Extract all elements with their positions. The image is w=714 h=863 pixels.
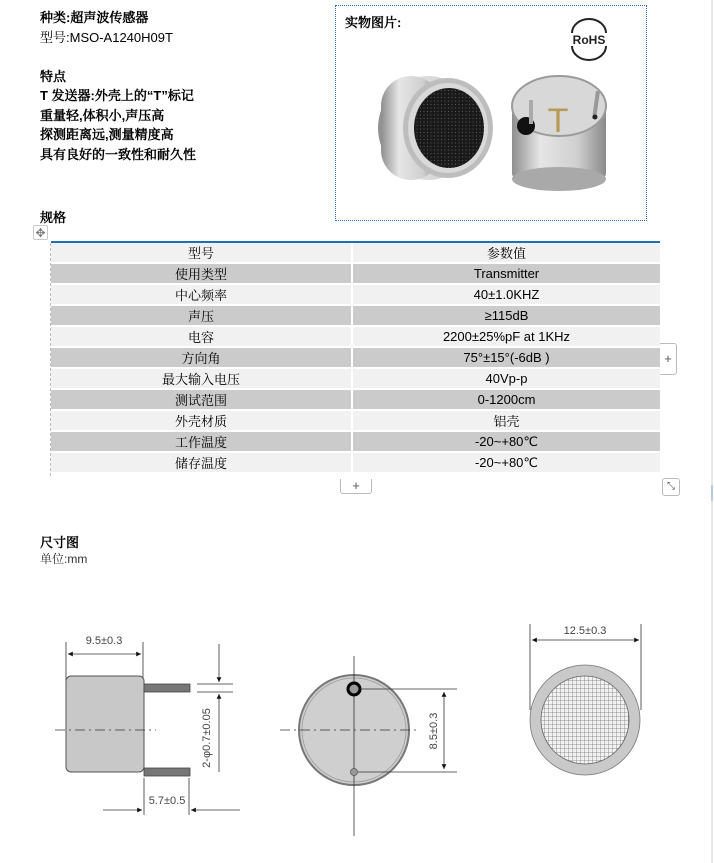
spec-value: 0-1200cm	[353, 390, 660, 411]
spec-value: 40Vp-p	[353, 369, 660, 390]
category-label: 种类:	[40, 10, 71, 25]
specs-table	[51, 241, 660, 474]
spec-value: 40±1.0KHZ	[353, 285, 660, 306]
spec-name: 工作温度	[51, 432, 353, 453]
product-photo	[336, 6, 648, 222]
spec-name: 使用类型	[51, 264, 353, 285]
spec-name: 声压	[51, 306, 353, 327]
rohs-logo-icon	[572, 19, 606, 60]
spec-value: Transmitter	[353, 264, 660, 285]
spec-value: ≥115dB	[353, 306, 660, 327]
table-row	[51, 432, 660, 453]
spec-name: 外壳材质	[51, 411, 353, 432]
spec-name: 储存温度	[51, 453, 353, 474]
spacer	[40, 47, 196, 67]
photo-title: 实物图片:	[345, 15, 402, 30]
spec-name: 中心频率	[51, 285, 353, 306]
model-line: 型号:MSO-A1240H09T	[40, 29, 173, 45]
table-row	[51, 348, 660, 369]
table-row	[51, 390, 660, 411]
spec-name: 方向角	[51, 348, 353, 369]
table-row	[51, 306, 660, 327]
table-row	[51, 369, 660, 390]
dimensions-unit: 单位:mm	[40, 552, 88, 566]
table-row	[51, 285, 660, 306]
front-view-drawing	[530, 624, 641, 775]
feature-item: 具有良好的一致性和耐久性	[40, 146, 197, 162]
category-value: 超声波传感器	[70, 10, 149, 25]
spec-name: 测试范围	[51, 390, 353, 411]
feature-item: T 发送器:外壳上的“T”标记	[40, 88, 194, 103]
transducer-front-image	[378, 76, 493, 180]
features-title: 特点	[40, 68, 67, 84]
header-model: 型号	[51, 243, 353, 264]
transducer-back-image	[512, 76, 606, 191]
bottom-view-drawing	[280, 656, 457, 836]
specs-title: 规格	[40, 210, 67, 225]
table-row	[51, 327, 660, 348]
svg-text:12.5±0.3: 12.5±0.3	[563, 625, 607, 637]
svg-text:2-φ0.7±0.05: 2-φ0.7±0.05	[201, 708, 213, 768]
spec-value: 2200±25%pF at 1KHz	[353, 327, 660, 348]
table-row	[51, 453, 660, 474]
table-row	[51, 264, 660, 285]
scroll-position-marker[interactable]	[711, 485, 713, 501]
svg-text:9.5±0.3: 9.5±0.3	[85, 635, 123, 647]
table-header-row	[51, 243, 660, 264]
spec-value: -20~+80℃	[353, 432, 660, 453]
table-row	[51, 411, 660, 432]
table-resize-handle-icon[interactable]: ⤡	[662, 478, 680, 496]
spec-value: -20~+80℃	[353, 453, 660, 474]
table-move-handle-icon[interactable]: ✥	[33, 225, 48, 240]
add-row-button[interactable]: +	[340, 479, 372, 494]
svg-text:5.7±0.5: 5.7±0.5	[148, 795, 186, 807]
svg-text:RoHS: RoHS	[572, 33, 606, 47]
spec-name: 电容	[51, 327, 353, 348]
feature-item: 探测距离远,测量精度高	[40, 127, 174, 142]
spec-value: 75°±15°(-6dB )	[353, 348, 660, 369]
spec-value: 铝壳	[353, 411, 660, 432]
photo-panel	[335, 5, 647, 221]
feature-item: 重量轻,体积小,声压高	[40, 107, 165, 123]
svg-text:T: T	[547, 102, 569, 140]
add-column-button[interactable]: +	[660, 343, 677, 375]
header-value: 参数值	[353, 243, 660, 264]
side-view-drawing	[55, 635, 240, 815]
product-info	[40, 8, 196, 164]
category-line	[40, 8, 196, 28]
dimensions-title: 尺寸图	[40, 535, 80, 550]
spec-name: 最大输入电压	[51, 369, 353, 390]
svg-text:8.5±0.3: 8.5±0.3	[428, 712, 440, 750]
dimension-drawings	[0, 600, 714, 863]
